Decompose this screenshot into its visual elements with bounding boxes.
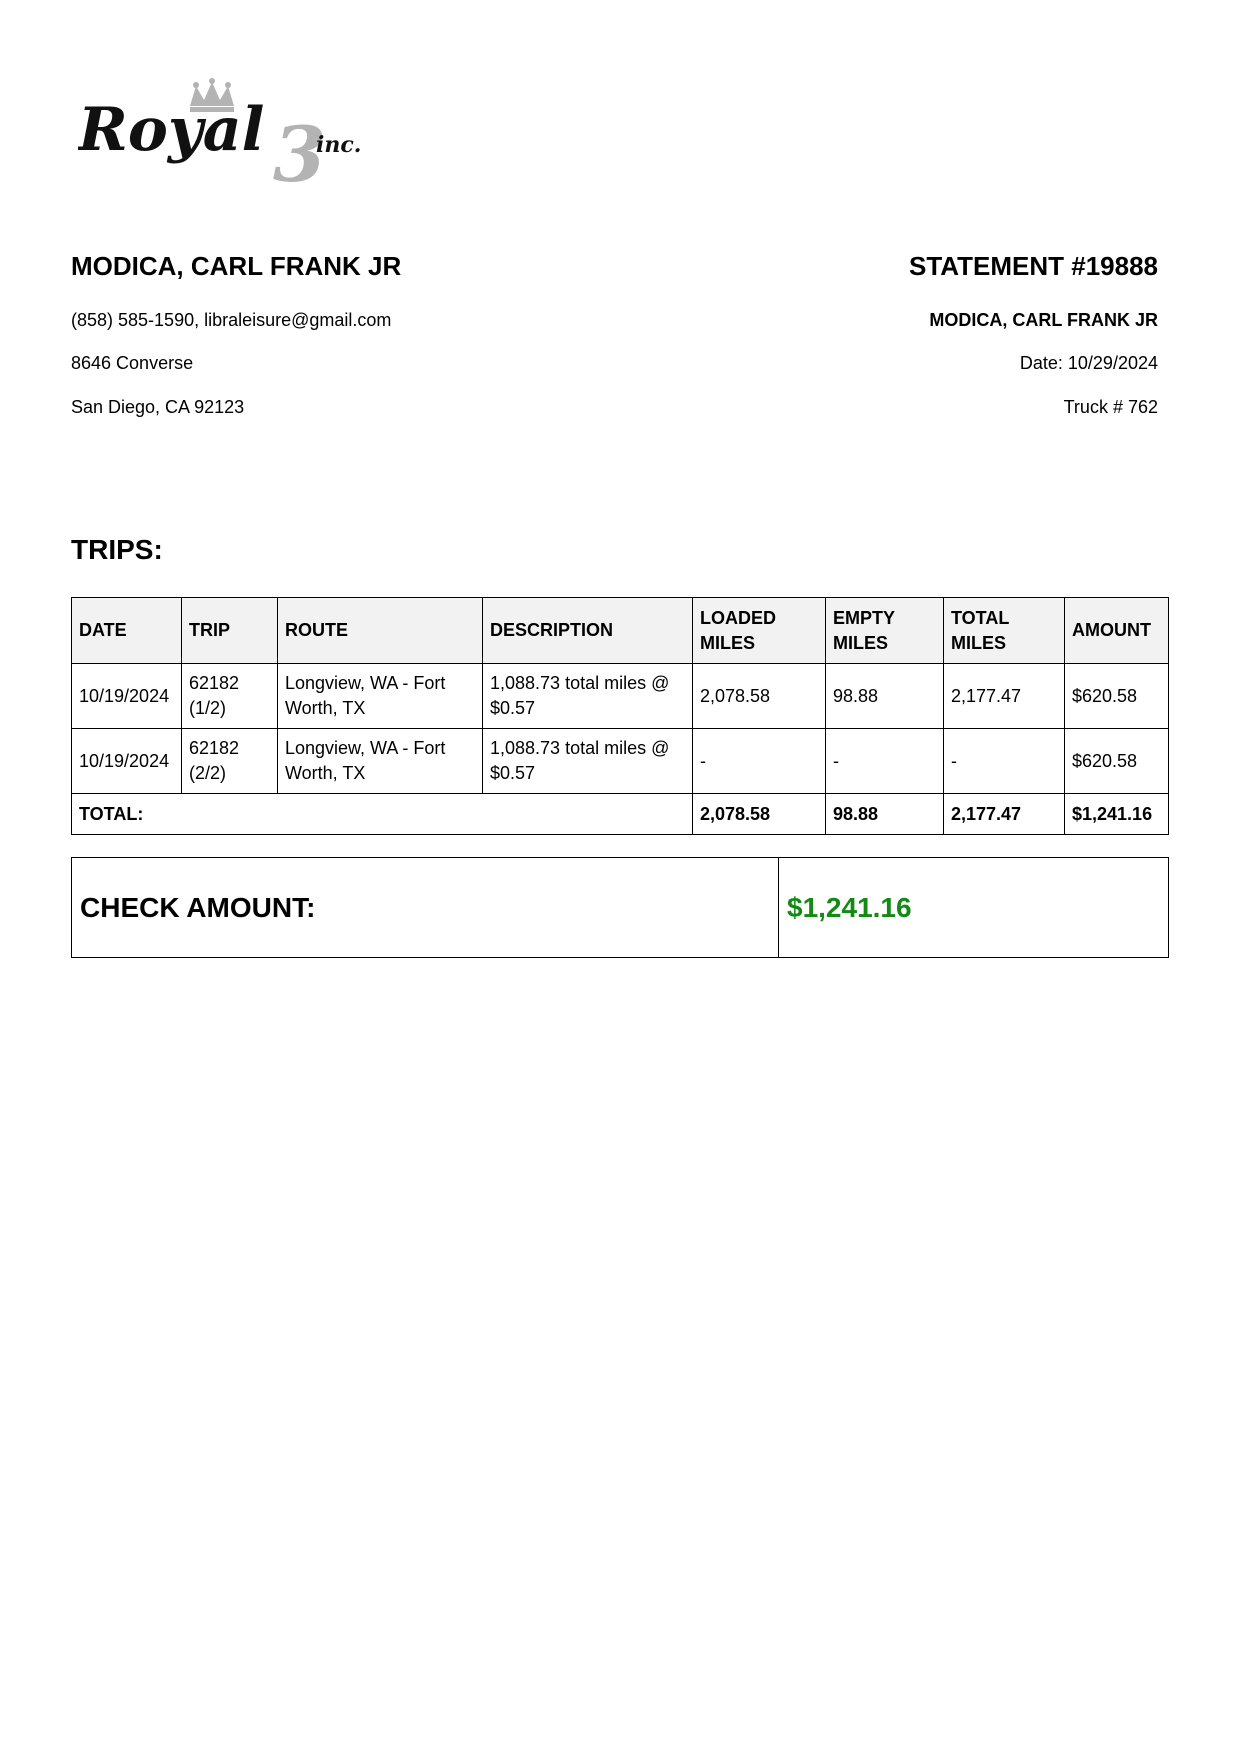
header-loaded-miles: LOADED MILES [693, 598, 826, 664]
cell-loaded-miles: 2,078.58 [693, 664, 826, 729]
check-amount-label: CHECK AMOUNT: [72, 858, 779, 958]
header-route: ROUTE [278, 598, 483, 664]
cell-empty-miles: 98.88 [826, 664, 944, 729]
totals-label: TOTAL: [72, 794, 693, 835]
totals-amount: $1,241.16 [1065, 794, 1169, 835]
cell-trip: 62182 (2/2) [182, 729, 278, 794]
cell-empty-miles: - [826, 729, 944, 794]
cell-amount: $620.58 [1065, 664, 1169, 729]
driver-city: San Diego, CA 92123 [71, 397, 245, 417]
statement-title: STATEMENT #19888 [908, 251, 1158, 281]
table-row [72, 664, 1169, 729]
driver-info [71, 248, 631, 417]
check-amount-value: $1,241.16 [779, 858, 1169, 958]
logo-suffix: inc. [316, 132, 362, 158]
cell-route: Longview, WA - Fort Worth, TX [278, 664, 483, 729]
cell-total-miles: 2,177.47 [944, 664, 1065, 729]
cell-route: Longview, WA - Fort Worth, TX [278, 729, 483, 794]
header-empty-miles: EMPTY MILES [826, 598, 944, 664]
header-amount: AMOUNT [1065, 598, 1169, 664]
totals-row [72, 794, 1169, 835]
statement-info [598, 248, 1158, 417]
table-header-row [72, 598, 1169, 664]
totals-loaded-miles: 2,078.58 [693, 794, 826, 835]
statement-date: Date: 10/29/2024 [1019, 353, 1158, 373]
driver-name: MODICA, CARL FRANK JR [71, 251, 402, 281]
header-date: DATE [72, 598, 182, 664]
table-row [72, 729, 1169, 794]
driver-contact: (858) 585-1590, libraleisure@gmail.com [71, 310, 392, 330]
trips-table [71, 597, 1169, 835]
statement-name: MODICA, CARL FRANK JR [929, 310, 1158, 330]
truck-number: Truck # 762 [1063, 397, 1158, 417]
cell-date: 10/19/2024 [72, 664, 182, 729]
header-description: DESCRIPTION [483, 598, 693, 664]
logo-wordmark: Royal [78, 95, 265, 165]
driver-street: 8646 Converse [71, 353, 194, 373]
company-logo [78, 78, 388, 193]
cell-total-miles: - [944, 729, 1065, 794]
totals-total-miles: 2,177.47 [944, 794, 1065, 835]
cell-description: 1,088.73 total miles @ $0.57 [483, 664, 693, 729]
totals-empty-miles: 98.88 [826, 794, 944, 835]
header-total-miles: TOTAL MILES [944, 598, 1065, 664]
cell-date: 10/19/2024 [72, 729, 182, 794]
cell-trip: 62182 (1/2) [182, 664, 278, 729]
cell-amount: $620.58 [1065, 729, 1169, 794]
logo-number: 3 [273, 110, 326, 193]
check-amount-box [71, 857, 1169, 958]
header-trip: TRIP [182, 598, 278, 664]
trips-heading: TRIPS: [71, 534, 163, 565]
cell-loaded-miles: - [693, 729, 826, 794]
cell-description: 1,088.73 total miles @ $0.57 [483, 729, 693, 794]
